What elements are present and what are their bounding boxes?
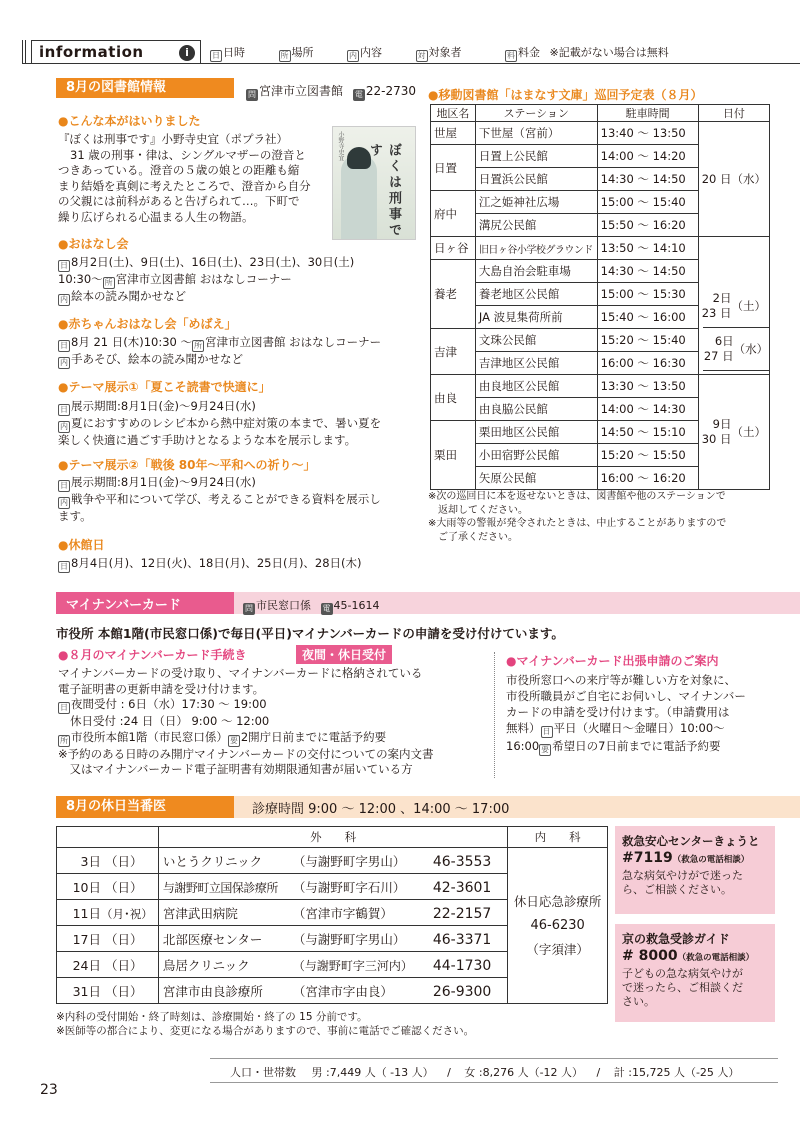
doctors-table — [56, 826, 608, 1004]
info-title-box — [31, 40, 201, 64]
content-icon: 内 — [60, 498, 68, 507]
theme2-body: 日 展示期間:8月1日(金)～9月24日(水) 内 戦争や平和について学び、考えることができる資料を展示し ます。 — [58, 475, 381, 523]
box2-number-line: # 8000（救急の電話相談） — [622, 948, 755, 964]
mynumber-section-title: マイナンバーカード — [66, 598, 181, 613]
legend-place: 所 場所 — [280, 46, 314, 60]
doctors-section-title: 8月の休日当番医 — [56, 796, 234, 818]
theme1-body: 日 展示期間:8月1日(金)～9月24日(水) 内 夏におすすめのレシピ本から熱中症対策の本まで、暑い夏を 楽しく快適に過ごす手助けとなるような本を展示します。 — [58, 399, 382, 447]
doctors-hours: 診療時間 9:00 ～ 12:00 、14:00 ～ 17:00 — [252, 802, 510, 817]
ohanashi-body: 日 8月2日(土)、9日(土)、16日(土)、23日(土)、30日(土) 10:30～ 所 宮津市立図書館 おはなしコーナー 内 絵本の読み聞かせなど — [58, 255, 355, 304]
table-row: 日置 日置上公民館 14:00 ～ 14:20 — [431, 145, 770, 168]
content-icon: 内 — [349, 51, 357, 60]
content-icon: 内 — [60, 358, 68, 367]
population-label: 人口・世帯数 — [230, 1066, 296, 1079]
doctors-notes: ※内科の受付開始・終了時刻は、診療開始・終了の 15 分前です。 ※医師等の都合により、変更になる場合がありますので、事前に電話でご確認ください。 — [56, 1011, 475, 1037]
calendar-icon: 日 — [542, 727, 551, 736]
calendar-icon: 日 — [60, 261, 68, 270]
date-cell-3: 6日 27 日 （水） — [703, 327, 770, 371]
book-cover — [332, 126, 416, 240]
table-row: 17日 （日） 北部医療センター （与謝野町字男山） 46-3371 — [57, 926, 608, 952]
box1-desc: 急な病気やけがで迷った ら、ご相談ください。 — [622, 869, 743, 896]
table-row: 養老地区公民館 15:00 ～ 15:30 — [431, 283, 770, 306]
reserve-icon: 要 — [229, 735, 238, 745]
page-number: 23 — [40, 1082, 58, 1098]
mynumber-contact: 問 市民窓口係 電 45-1614 — [245, 599, 380, 613]
table-row: 31日 （日） 宮津市由良診療所 （宮津市字由良） 26-9300 — [57, 978, 608, 1004]
target-icon: 対 — [417, 51, 426, 60]
book-desc-2: つきあっている。澄音の５歳の娘との距離も縮 — [58, 163, 300, 177]
table-row: 溝尻公民館 15:50 ～ 16:20 — [431, 214, 770, 237]
date-cell-1: 20 日（水） — [698, 122, 769, 237]
table-row: 由良脇公民館 14:00 ～ 14:30 — [431, 398, 770, 421]
place-icon: 所 — [104, 278, 113, 287]
closed-heading: ●休館日 — [58, 538, 105, 552]
calendar-icon: 日 — [60, 562, 68, 571]
col-geka: 外 科 — [158, 827, 508, 848]
info-bar — [22, 40, 800, 64]
closed-body: 日 8月4日(月)、12日(火)、18日(月)、25日(月)、28日(木) — [60, 556, 362, 571]
col-naika: 内 科 — [508, 827, 608, 848]
free-note: ※記載がない場合は無料 — [549, 46, 669, 59]
inquiry-icon: 問 — [248, 90, 256, 99]
bookmobile-header-row — [431, 105, 770, 122]
calendar-icon: 日 — [212, 51, 220, 60]
box2-desc: 子どもの急な病気やけが で迷ったら、ご相談くだ さい。 — [622, 967, 743, 1008]
table-row: 日ヶ谷 旧日ヶ谷小学校グラウンド 13:50 ～ 14:10 2日 23 日（土） — [431, 237, 770, 260]
mynumber-header — [56, 592, 234, 614]
date-cell-2: 2日 23 日（土） — [698, 237, 769, 375]
mynumber-right-body: 市役所窓口への来庁等が難しい方を対象に、 市役所職員がご自宅にお伺いし、マイナンバー カードの申請を受け付けます。（申請費用は 無料） 日 平日（火曜日～金曜日）10:00～ 16:00 要 希望日の7日前までに電話予約要 — [506, 673, 746, 754]
info-legend — [210, 44, 669, 62]
theme1-heading: ●テーマ展示①「夏こそ読書で快適に」 — [58, 380, 271, 394]
population-total: 計 :15,725 人（-25 人） — [613, 1066, 740, 1079]
fee-icon: 料 — [507, 51, 515, 60]
population-male: 男 :7,449 人（ -13 人） — [311, 1066, 434, 1079]
population-rule-top — [210, 1058, 778, 1059]
kyo-guide-box — [615, 924, 775, 1022]
reserve-icon: 要 — [541, 745, 550, 754]
calendar-icon: 日 — [60, 341, 68, 350]
library-contact: 問 宮津市立図書館 電 22-2730 — [248, 84, 416, 99]
legend-date: 日 日時 — [212, 46, 245, 60]
calendar-icon: 日 — [60, 405, 68, 414]
table-row: 24日 （日） 鳥居クリニック （与謝野町字三河内） 44-1730 — [57, 952, 608, 978]
doctors-header — [56, 796, 234, 818]
table-row: 吉津地区公民館 16:00 ～ 16:30 — [431, 352, 770, 375]
theme2-heading: ●テーマ展示②「戦後 80年～平和への祈り～」 — [58, 458, 316, 472]
info-bar-marker — [22, 40, 26, 64]
cover-author: 小野寺史宜 — [337, 131, 344, 161]
calendar-icon: 日 — [60, 703, 68, 712]
place-icon: 所 — [280, 51, 289, 60]
kyukyu-anshin-box — [615, 826, 775, 914]
bookmobile-heading: ●移動図書館「はまなす文庫」巡回予定表（８月） — [428, 88, 703, 102]
calendar-icon: 日 — [60, 481, 68, 490]
col-time: 駐車時間 — [597, 105, 698, 122]
content-icon: 内 — [60, 295, 68, 304]
mynumber-divider — [494, 652, 495, 778]
mynumber-left-heading: ●８月のマイナンバーカード手続き — [58, 648, 247, 662]
baby-body: 日 8月 21 日(木)10:30 ～ 所 宮津市立図書館 おはなしコーナー 内 手あそび、絵本の読み聞かせなど — [60, 335, 382, 367]
book-title-line: 『ぼくは刑事です』小野寺史宜（ポプラ社） — [58, 132, 288, 146]
table-row: 小田宿野公民館 15:20 ～ 15:50 — [431, 444, 770, 467]
col-date: 日付 — [698, 105, 769, 122]
book-desc-3: まり結婚を真剣に考えたところで、澄音から自分 — [58, 178, 311, 193]
book-desc-4: の父親には前科があると告げられて…。下町で — [58, 194, 300, 208]
mynumber-lead: 市役所 本館1階(市民窓口係)で毎日(平日)マイナンバーカードの申請を受け付けています。 — [56, 626, 564, 641]
mynumber-left-body: マイナンバーカードの受け取り、マイナンバーカードに格納されている 電子証明書の更新申請を受け付けます。 日 夜間受付 : 6日（水）17:30 ～ 19:00 休日受付 :24 日（日） 9:00 ～ 12:00 所 市役所本館1階（市民窓口係） 要 2開庁日前までに電話予約要 ※予約のある日時のみ開庁マイナンバーカードの交付についての案内文書 又はマイナンバーカード電子証明書有効期限通知書が届いている方 — [58, 666, 434, 776]
ohanashi-heading: ●おはなし会 — [58, 237, 129, 251]
library-header — [56, 78, 234, 98]
population-female: 女 :8,276 人（-12 人） — [464, 1066, 584, 1079]
naika-cell: 休日応急診療所 46-6230 （字須津） — [508, 848, 608, 1004]
table-row: 府中 江之姫神社広場 15:00 ～ 15:40 — [431, 191, 770, 214]
place-icon: 所 — [194, 341, 203, 350]
table-row: 日置浜公民館 14:30 ～ 14:50 — [431, 168, 770, 191]
library-new-book-heading: ●こんな本がはいりました — [58, 114, 201, 128]
col-station: ステーション — [475, 105, 597, 122]
table-row: 由良 由良地区公民館 13:30 ～ 13:50 9日 30 日（土） — [431, 375, 770, 398]
table-row: 栗田 栗田地区公民館 14:50 ～ 15:10 — [431, 421, 770, 444]
bookmobile-table — [430, 104, 770, 490]
inquiry-icon: 問 — [245, 604, 253, 613]
library-section-title: 8月の図書館情報 — [56, 78, 234, 98]
doctors-header-row — [57, 827, 608, 848]
box1-number-line: #7119（救急の電話相談） — [622, 850, 750, 866]
box1-title: 救急安心センターきょうと — [622, 834, 760, 848]
baby-heading: ●赤ちゃんおはなし会「めばえ」 — [58, 317, 237, 331]
table-row: JA 波見集荷所前 15:40 ～ 16:00 — [431, 306, 770, 329]
col-area: 地区名 — [431, 105, 476, 122]
cover-title: ぼくは刑事です — [367, 143, 401, 239]
table-row: 吉津 文珠公民館 15:20 ～ 15:40 — [431, 329, 770, 352]
box2-title: 京の救急受診ガイド — [622, 932, 730, 946]
book-desc-1: 31 歳の刑事・律は、シングルマザーの澄音と — [70, 147, 306, 162]
population-bar: 人口・世帯数 男 :7,449 人（ -13 人） / 女 :8,276 人（-12 人） / 計 :15,725 人（-25 人） — [230, 1066, 740, 1079]
legend-fee: 料 料金 — [507, 46, 540, 60]
mynumber-badge: 夜間・休日受付 — [296, 645, 392, 664]
mynumber-right-heading: ●マイナンバーカード出張申請のご案内 — [506, 654, 719, 668]
phone-icon: 電 — [354, 90, 363, 99]
table-row: 3日 （日） いとうクリニック （与謝野町字男山） 46-3553 休日応急診療所 46-6230 （字須津） — [57, 848, 608, 874]
book-desc-5: 繰り広げられる心温まる人生の物語。 — [58, 209, 254, 224]
table-row: 養老 大島自治会駐車場 14:30 ～ 14:50 — [431, 260, 770, 283]
table-row: 11日（月･祝） 宮津武田病院 （宮津市字鶴賀） 22-2157 — [57, 900, 608, 926]
bookmobile-notes: ※次の巡回日に本を返せないときは、図書館や他のステーションで 返却してください。 ※大雨等の警報が発令されたときは、中止することがありますので ご了承ください。 — [428, 491, 727, 543]
legend-content: 内 内容 — [349, 46, 382, 60]
legend-target: 対 対象者 — [417, 46, 462, 60]
info-title: information — [39, 43, 144, 61]
info-i-icon: i — [179, 45, 195, 61]
population-rule-bottom — [210, 1082, 778, 1083]
date-cell-4: 9日 30 日（土） — [698, 375, 769, 490]
table-row: 世屋 下世屋（宮前） 13:40 ～ 13:50 20 日（水） — [431, 122, 770, 145]
place-icon: 所 — [60, 735, 68, 745]
table-row: 10日 （日） 与謝野町立国保診療所 （与謝野町字石川） 42-3601 — [57, 874, 608, 900]
new-book-text — [58, 132, 333, 225]
table-row: 矢原公民館 16:00 ～ 16:20 — [431, 467, 770, 490]
content-icon: 内 — [60, 422, 68, 431]
phone-icon: 電 — [322, 604, 331, 613]
